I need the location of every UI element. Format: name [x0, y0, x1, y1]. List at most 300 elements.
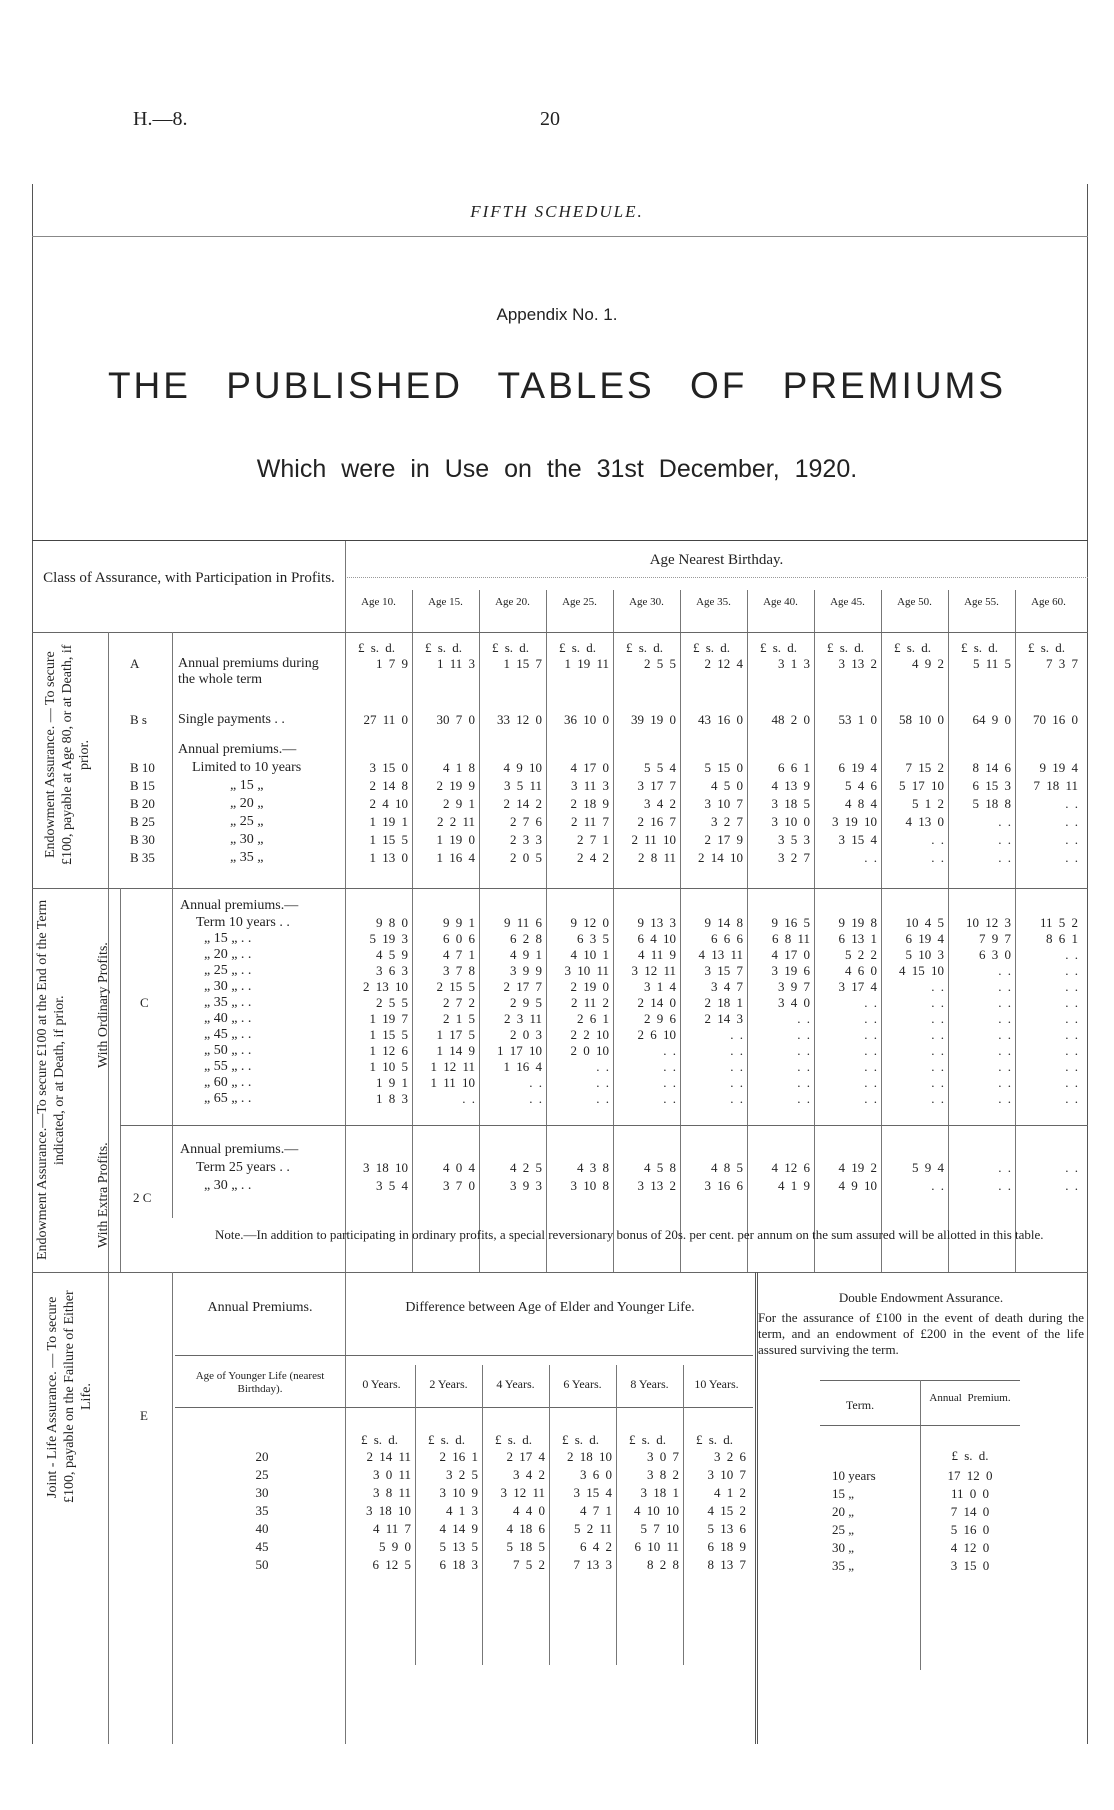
- premium-cell: 4 5 8: [644, 1160, 676, 1175]
- premium-cell: 2 17 4: [506, 1449, 545, 1464]
- currency-header: £ s. d.: [1027, 640, 1066, 655]
- premium-cell: 3 13 2: [838, 656, 877, 671]
- premium-cell: 7 18 11: [1033, 778, 1078, 793]
- rule: [820, 1425, 1020, 1426]
- premium-cell: 5 19 3: [369, 931, 408, 946]
- premium-cell: . .: [1065, 947, 1078, 962]
- note: Note.—In addition to participating in ordinary profits, a special reversionary bonus of 20s. per cent. per annum on the sum assured will be allotted in this table.: [215, 1227, 1044, 1242]
- premium-cell: . .: [931, 1059, 944, 1074]
- premium-cell: 4 17 0: [570, 760, 609, 775]
- rule: [175, 1355, 753, 1356]
- premium-cell: 3 18 1: [640, 1485, 679, 1500]
- premium-cell: 7 15 2: [905, 760, 944, 775]
- currency-header: £ s. d.: [628, 1432, 667, 1447]
- row-description: „ 25 „: [230, 814, 264, 829]
- premium-cell: 9 19 4: [1039, 760, 1078, 775]
- premium-cell: 1 14 9: [436, 1043, 475, 1058]
- column-divider: [172, 888, 173, 1218]
- premium-cell: 1 11 3: [436, 656, 475, 671]
- premium-cell: 6 6 6: [711, 931, 743, 946]
- premium-cell: 4 13 0: [905, 814, 944, 829]
- premium-cell: 5 13 6: [707, 1521, 746, 1536]
- row-description: „ 40 „ . .: [204, 1011, 252, 1026]
- premium-cell: 6 18 9: [707, 1539, 746, 1554]
- premium-cell: . .: [864, 1075, 877, 1090]
- premium-cell: 30 7 0: [436, 712, 475, 727]
- younger-age: 35: [255, 1503, 269, 1518]
- premium-cell: 5 1 2: [912, 796, 944, 811]
- premium-cell: . .: [931, 995, 944, 1010]
- main-title: THE PUBLISHED TABLES OF PREMIUMS: [107, 365, 1007, 406]
- currency-header: £ s. d.: [360, 1432, 399, 1447]
- premium-cell: 4 8 4: [845, 796, 877, 811]
- currency-header: £ s. d.: [561, 1432, 600, 1447]
- premium-cell: . .: [462, 1091, 475, 1106]
- premium-cell: 2 14 0: [637, 995, 676, 1010]
- row-description: „ 60 „ . .: [204, 1075, 252, 1090]
- premium-cell: 70 16 0: [1033, 712, 1078, 727]
- premium-cell: 1 12 11: [430, 1059, 475, 1074]
- premium-cell: 2 5 5: [376, 995, 408, 1010]
- premium-cell: 3 4 2: [644, 796, 676, 811]
- premium-header: Annual Premium.: [929, 1392, 1011, 1404]
- premium-cell: 3 5 4: [376, 1178, 408, 1193]
- premium-cell: 5 9 4: [912, 1160, 944, 1175]
- rule: [120, 1125, 1088, 1126]
- premium-cell: 2 17 9: [704, 832, 743, 847]
- class-code: B 15: [130, 778, 155, 793]
- premium-cell: 4 10 10: [634, 1503, 679, 1518]
- premium-cell: . .: [1065, 1160, 1078, 1175]
- premium-cell: . .: [1065, 832, 1078, 847]
- premium-cell: 2 0 10: [570, 1043, 609, 1058]
- section3-side-label: Joint - Life Assurance. — To secure £100, payable on the Failure of Either Life.: [45, 1290, 94, 1504]
- premium-cell: 2 6 1: [577, 1011, 609, 1026]
- premium-cell: . .: [998, 1027, 1011, 1042]
- premium-cell: 3 5 3: [778, 832, 810, 847]
- premium-cell: . .: [931, 1178, 944, 1193]
- de-premium: 5 16 0: [950, 1522, 990, 1537]
- age-column-header: Age 45.: [830, 596, 865, 608]
- premium-cell: 1 9 1: [376, 1075, 408, 1090]
- premium-cell: 1 19 11: [564, 656, 609, 671]
- premium-cell: 3 4 2: [513, 1467, 545, 1482]
- age-column-header: Age 55.: [964, 596, 999, 608]
- double-endowment-text: For the assurance of £100 in the event of death during the term, and an endowment of £200 in the event of the life assured surviving the term.: [758, 1310, 1084, 1357]
- annual-premiums-header: Annual Premiums.: [207, 1300, 313, 1315]
- premium-cell: 3 15 4: [573, 1485, 612, 1500]
- de-term: 25 „: [832, 1522, 855, 1537]
- currency-header: £ s. d.: [893, 640, 932, 655]
- ordinary-profits-label: With Ordinary Profits.: [96, 942, 111, 1068]
- premium-cell: 6 12 5: [372, 1557, 411, 1572]
- premium-cell: . .: [998, 1011, 1011, 1026]
- premium-cell: . .: [730, 1043, 743, 1058]
- currency-header: £ s. d.: [951, 1448, 989, 1463]
- premium-cell: 2 18 10: [567, 1449, 612, 1464]
- premium-cell: . .: [797, 1091, 810, 1106]
- age-column-header: Age 50.: [897, 596, 932, 608]
- class-code: B 20: [130, 796, 155, 811]
- row-description: „ 35 „: [230, 850, 264, 865]
- premium-cell: 5 10 3: [905, 947, 944, 962]
- de-term: 20 „: [832, 1504, 855, 1519]
- premium-cell: 4 4 0: [513, 1503, 545, 1518]
- currency-header: £ s. d.: [494, 1432, 533, 1447]
- premium-cell: 3 10 7: [707, 1467, 746, 1482]
- premium-cell: 2 15 5: [436, 979, 475, 994]
- premium-cell: 5 4 6: [845, 778, 877, 793]
- premium-cell: 2 14 8: [369, 778, 408, 793]
- premium-cell: 2 19 0: [570, 979, 609, 994]
- premium-cell: . .: [1065, 796, 1078, 811]
- premium-cell: 3 17 4: [838, 979, 877, 994]
- premium-cell: . .: [730, 1091, 743, 1106]
- premium-cell: 3 5 11: [503, 778, 542, 793]
- premium-cell: 2 7 1: [577, 832, 609, 847]
- premium-cell: 6 6 1: [778, 760, 810, 775]
- row-description: „ 25 „ . .: [204, 963, 252, 978]
- premium-cell: 2 12 4: [704, 656, 743, 671]
- age-column-header: Age 40.: [763, 596, 798, 608]
- de-term: 10 years: [832, 1468, 876, 1483]
- premium-cell: 3 17 7: [637, 778, 676, 793]
- premium-cell: 9 14 8: [704, 915, 743, 930]
- section1-side-label: Endowment Assurance. — To secure £100, payable at Age 80, or at Death, if prior.: [43, 644, 92, 866]
- premium-cell: . .: [663, 1091, 676, 1106]
- premium-cell: . .: [998, 1091, 1011, 1106]
- premium-cell: . .: [663, 1043, 676, 1058]
- age-column-header: Age 30.: [629, 596, 664, 608]
- premium-cell: 2 6 10: [637, 1027, 676, 1042]
- de-premium: 11 0 0: [950, 1486, 990, 1501]
- premium-cell: 6 2 8: [510, 931, 542, 946]
- rule: [32, 632, 1088, 633]
- premium-cell: . .: [998, 1075, 1011, 1090]
- premium-cell: 3 1 4: [644, 979, 676, 994]
- premium-cell: 2 2 10: [570, 1027, 609, 1042]
- premium-cell: 2 0 5: [510, 850, 542, 865]
- premium-cell: 43 16 0: [698, 712, 743, 727]
- difference-column-header: 4 Years.: [496, 1377, 535, 1391]
- currency-header: £ s. d.: [960, 640, 999, 655]
- premium-cell: 36 10 0: [564, 712, 609, 727]
- row-description: „ 20 „ . .: [204, 947, 252, 962]
- premium-cell: 5 18 5: [506, 1539, 545, 1554]
- premium-cell: . .: [596, 1091, 609, 1106]
- premium-cell: 4 17 0: [771, 947, 810, 962]
- rule: [32, 888, 1088, 889]
- de-premium: 3 15 0: [950, 1558, 990, 1573]
- rule: [175, 1407, 753, 1408]
- premium-cell: 5 11 5: [972, 656, 1011, 671]
- class-code: B 10: [130, 760, 155, 775]
- class-code: B s: [130, 712, 147, 727]
- premium-cell: 2 7 2: [443, 995, 475, 1010]
- premium-cell: . .: [1065, 1043, 1078, 1058]
- premium-cell: 7 9 7: [979, 931, 1011, 946]
- column-divider: [172, 1272, 173, 1744]
- younger-age: 40: [255, 1521, 269, 1536]
- difference-column-header: 0 Years.: [362, 1377, 401, 1391]
- currency-header: £ s. d.: [692, 640, 731, 655]
- premium-cell: 3 12 11: [631, 963, 676, 978]
- premium-cell: 7 3 7: [1046, 656, 1078, 671]
- premium-cell: . .: [931, 1027, 944, 1042]
- currency-header: £ s. d.: [826, 640, 865, 655]
- premium-cell: 2 11 2: [570, 995, 609, 1010]
- difference-column-header: 8 Years.: [630, 1377, 669, 1391]
- premium-cell: . .: [797, 1027, 810, 1042]
- premium-cell: . .: [998, 1059, 1011, 1074]
- premium-cell: . .: [1065, 1059, 1078, 1074]
- premium-cell: 5 2 11: [573, 1521, 612, 1536]
- premium-cell: 64 9 0: [972, 712, 1011, 727]
- premium-cell: . .: [730, 1075, 743, 1090]
- premium-cell: 48 2 0: [771, 712, 810, 727]
- rule: [345, 577, 1088, 578]
- schedule-title: FIFTH SCHEDULE.: [470, 202, 644, 221]
- row-description: „ 15 „ . .: [204, 931, 252, 946]
- premium-cell: 3 9 7: [778, 979, 810, 994]
- row-description: Limited to 10 years: [192, 760, 302, 775]
- premium-cell: 2 13 10: [363, 979, 408, 994]
- premium-cell: 3 4 7: [711, 979, 743, 994]
- row-description: Term 25 years . .: [196, 1160, 290, 1175]
- premium-cell: 3 18 10: [366, 1503, 411, 1518]
- section2-side-label: Endowment Assurance.—To secure £100 at the End of the Term indicated, or at Death, if prior.: [35, 899, 67, 1261]
- premium-cell: 1 13 0: [369, 850, 408, 865]
- premium-cell: 4 3 8: [577, 1160, 609, 1175]
- currency-header: £ s. d.: [558, 640, 597, 655]
- premium-cell: 2 9 5: [510, 995, 542, 1010]
- premium-cell: . .: [864, 1043, 877, 1058]
- premium-cell: 27 11 0: [363, 712, 408, 727]
- row-description: „ 50 „ . .: [204, 1043, 252, 1058]
- premium-cell: 3 9 3: [510, 1178, 542, 1193]
- de-term: 35 „: [832, 1558, 855, 1573]
- premium-cell: 4 1 8: [443, 760, 475, 775]
- currency-header: £ s. d.: [759, 640, 798, 655]
- premium-cell: . .: [663, 1059, 676, 1074]
- premium-cell: 1 11 10: [430, 1075, 475, 1090]
- premium-cell: 1 15 5: [369, 832, 408, 847]
- premium-cell: 2 16 7: [637, 814, 676, 829]
- age-column-header: Age 15.: [428, 596, 463, 608]
- premium-cell: 2 0 3: [510, 1027, 542, 1042]
- premium-cell: 4 15 2: [707, 1503, 746, 1518]
- premium-cell: 6 13 1: [838, 931, 877, 946]
- premium-cell: 2 19 9: [436, 778, 475, 793]
- premium-cell: . .: [864, 1059, 877, 1074]
- premium-cell: 1 16 4: [436, 850, 475, 865]
- premium-cell: 5 17 10: [899, 778, 944, 793]
- premium-cell: 4 12 6: [771, 1160, 810, 1175]
- premium-cell: 9 9 1: [443, 915, 475, 930]
- premium-cell: 9 8 0: [376, 915, 408, 930]
- premium-cell: . .: [931, 1075, 944, 1090]
- age-column-header: Age 60.: [1031, 596, 1066, 608]
- difference-column-header: 10 Years.: [694, 1377, 739, 1391]
- premium-cell: . .: [529, 1091, 542, 1106]
- premium-cell: 3 10 8: [570, 1178, 609, 1193]
- row-description: „ 45 „ . .: [204, 1027, 252, 1042]
- premium-cell: 2 2 11: [436, 814, 475, 829]
- difference-column-header: 6 Years.: [563, 1377, 602, 1391]
- premium-cell: 2 8 11: [637, 850, 676, 865]
- premium-cell: . .: [931, 1091, 944, 1106]
- row-description: „ 30 „ . .: [204, 1178, 252, 1193]
- premium-cell: 2 9 1: [443, 796, 475, 811]
- premium-cell: 4 8 5: [711, 1160, 743, 1175]
- premium-cell: 3 2 7: [711, 814, 743, 829]
- premium-cell: 3 2 5: [446, 1467, 478, 1482]
- premium-cell: 3 15 7: [704, 963, 743, 978]
- premium-cell: 2 7 6: [510, 814, 542, 829]
- premium-cell: . .: [1065, 1011, 1078, 1026]
- premium-cell: 4 1 9: [778, 1178, 810, 1193]
- rule: [32, 1272, 1088, 1273]
- row-description: „ 55 „ . .: [204, 1059, 252, 1074]
- premium-cell: 8 13 7: [707, 1557, 746, 1572]
- premium-cell: . .: [1065, 963, 1078, 978]
- premium-cell: 2 3 11: [503, 1011, 542, 1026]
- premium-cell: 10 12 3: [966, 915, 1011, 930]
- premium-cell: 4 1 3: [446, 1503, 478, 1518]
- premium-cell: . .: [998, 832, 1011, 847]
- premium-cell: 1 10 5: [369, 1059, 408, 1074]
- premium-cell: 2 9 6: [644, 1011, 676, 1026]
- currency-header: £ s. d.: [625, 640, 664, 655]
- premium-cell: 2 11 10: [631, 832, 676, 847]
- premium-cell: 3 10 9: [439, 1485, 478, 1500]
- row-description: „ 30 „: [230, 832, 264, 847]
- premium-cell: 2 4 10: [369, 796, 408, 811]
- rule: [32, 540, 1088, 541]
- premium-cell: 3 10 7: [704, 796, 743, 811]
- premium-cell: 4 5 0: [711, 778, 743, 793]
- premium-cell: . .: [797, 1043, 810, 1058]
- premium-cell: 4 15 10: [899, 963, 944, 978]
- premium-cell: . .: [864, 1011, 877, 1026]
- premium-cell: 3 9 9: [510, 963, 542, 978]
- premium-cell: 2 3 3: [510, 832, 542, 847]
- premium-cell: . .: [663, 1075, 676, 1090]
- c-heading: Annual premiums.—: [180, 898, 299, 913]
- row-description: „ 35 „ . .: [204, 995, 252, 1010]
- de-term: 15 „: [832, 1486, 855, 1501]
- premium-cell: 2 14 10: [698, 850, 743, 865]
- premium-cell: . .: [1065, 850, 1078, 865]
- code-e: E: [140, 1408, 148, 1423]
- double-endowment-title: Double Endowment Assurance.: [838, 1290, 1004, 1305]
- currency-header: £ s. d.: [357, 640, 396, 655]
- premium-cell: 5 7 10: [640, 1521, 679, 1536]
- premium-cell: 9 13 3: [637, 915, 676, 930]
- appendix-label: Appendix No. 1.: [496, 305, 618, 324]
- premium-cell: 10 4 5: [905, 915, 944, 930]
- premium-cell: . .: [998, 979, 1011, 994]
- premium-cell: 2 18 1: [704, 995, 743, 1010]
- premium-cell: 5 15 0: [704, 760, 743, 775]
- premium-cell: 33 12 0: [497, 712, 542, 727]
- premium-cell: . .: [1065, 1075, 1078, 1090]
- premium-cell: 3 13 2: [637, 1178, 676, 1193]
- premium-cell: 1 19 7: [369, 1011, 408, 1026]
- premium-cell: 3 12 11: [500, 1485, 545, 1500]
- premium-cell: 2 1 5: [443, 1011, 475, 1026]
- premium-cell: 3 0 11: [372, 1467, 411, 1482]
- premium-cell: . .: [797, 1059, 810, 1074]
- premium-cell: 3 4 0: [778, 995, 810, 1010]
- premium-cell: . .: [797, 1075, 810, 1090]
- premium-cell: 6 0 6: [443, 931, 475, 946]
- premium-cell: . .: [864, 1027, 877, 1042]
- column-divider: [920, 1380, 921, 1670]
- page-number: 20: [540, 108, 560, 130]
- row-description: Annual premiums during the whole term: [178, 656, 319, 687]
- premium-cell: 2 14 3: [704, 1011, 743, 1026]
- premium-cell: 7 5 2: [513, 1557, 545, 1572]
- younger-age: 50: [255, 1557, 269, 1572]
- de-term: 30 „: [832, 1540, 855, 1555]
- currency-header: £ s. d.: [424, 640, 463, 655]
- currency-header: £ s. d.: [695, 1432, 734, 1447]
- row-description: „ 65 „ . .: [204, 1091, 252, 1106]
- premium-cell: 4 18 6: [506, 1521, 545, 1536]
- premium-cell: . .: [1065, 814, 1078, 829]
- premium-cell: 5 13 5: [439, 1539, 478, 1554]
- premium-cell: 3 10 11: [564, 963, 609, 978]
- class-code: B 30: [130, 832, 155, 847]
- class-code: A: [130, 656, 140, 671]
- premium-cell: . .: [998, 814, 1011, 829]
- premium-cell: . .: [931, 1011, 944, 1026]
- premium-cell: 4 13 9: [771, 778, 810, 793]
- premium-cell: 9 19 8: [838, 915, 877, 930]
- premium-cell: 1 7 9: [376, 656, 408, 671]
- premium-cell: 6 15 3: [972, 778, 1011, 793]
- row-description: „ 30 „ . .: [204, 979, 252, 994]
- premium-cell: 3 2 6: [714, 1449, 746, 1464]
- premium-cell: 6 19 4: [905, 931, 944, 946]
- premium-cell: 3 6 0: [580, 1467, 612, 1482]
- premium-cell: 1 12 6: [369, 1043, 408, 1058]
- premium-cell: . .: [931, 979, 944, 994]
- premium-cell: . .: [998, 1160, 1011, 1175]
- premium-cell: 3 15 0: [369, 760, 408, 775]
- premium-cell: 3 10 0: [771, 814, 810, 829]
- premium-cell: 7 13 3: [573, 1557, 612, 1572]
- premium-cell: 3 6 3: [376, 963, 408, 978]
- premium-cell: 5 18 8: [972, 796, 1011, 811]
- premium-cell: 1 16 4: [503, 1059, 542, 1074]
- premium-cell: 3 2 7: [778, 850, 810, 865]
- premium-cell: . .: [1065, 1027, 1078, 1042]
- premium-cell: 1 17 5: [436, 1027, 475, 1042]
- premium-cell: 4 11 9: [637, 947, 676, 962]
- premium-cell: 8 6 1: [1046, 931, 1078, 946]
- premium-cell: . .: [931, 1043, 944, 1058]
- premium-cell: 6 10 11: [634, 1539, 679, 1554]
- currency-header: £ s. d.: [427, 1432, 466, 1447]
- premium-cell: 4 9 2: [912, 656, 944, 671]
- premium-cell: . .: [998, 995, 1011, 1010]
- premium-cell: 2 16 1: [439, 1449, 478, 1464]
- premium-cell: 3 8 11: [372, 1485, 411, 1500]
- premium-cell: 6 4 2: [580, 1539, 612, 1554]
- premium-cell: 3 8 2: [647, 1467, 679, 1482]
